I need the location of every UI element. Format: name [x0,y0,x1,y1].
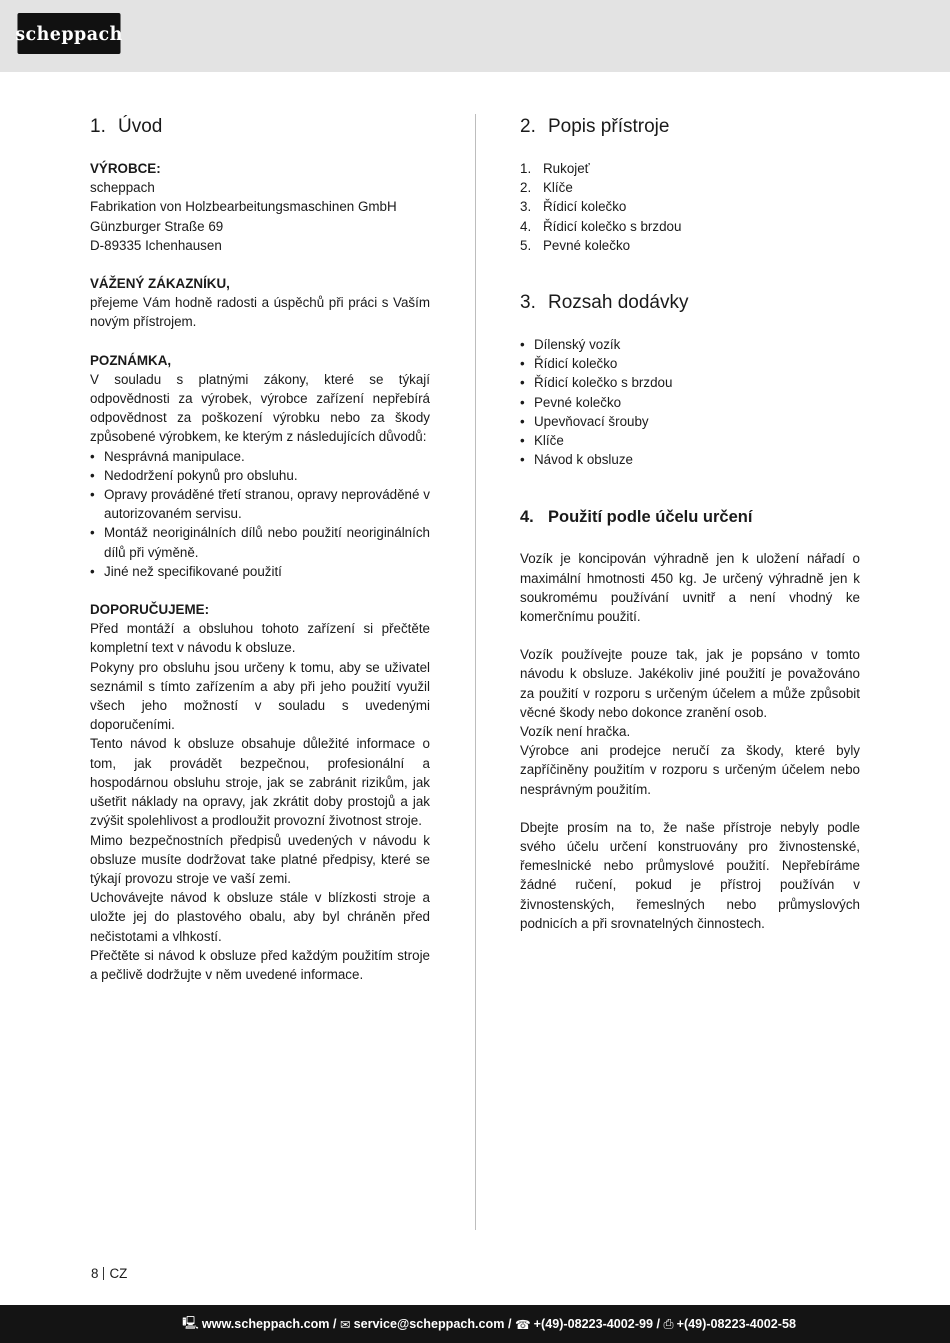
footer-email[interactable]: service@scheppach.com [353,1317,505,1331]
section-title-description [520,113,860,141]
list-item: 4. Řídicí kolečko s brzdou [520,218,682,234]
list-item: • Řídicí kolečko s brzdou [520,375,673,391]
section-title-intro [90,113,430,141]
section-title-text: Použití podle účelu určení [548,508,753,527]
list-item: • Klíče [520,433,564,449]
use-paragraph: Vozík není hračka. [520,724,631,740]
page-language: CZ [109,1266,128,1281]
use-paragraph: Dbejte prosím na to, že naše přístroje nebyly podle svého účelu určení konstruovány pro živnostenské, řemeslnické nebo průmyslové použití. Nepřebíráme žádné ručení, pokud je přístroj používán v živnostenských, řemeslných nebo průmyslových podnicích a při srovnatelných činnostech. [520,819,860,931]
list-item: 2. Klíče [520,180,573,196]
recommend-paragraph: Tento návod k obsluze obsahuje důležité informace o tom, jak provádět bezpečnou, profesionální a hospodárnou obsluhu stroje, jak se zabránit rizikům, jak ušetřit náklady na opravy, jak zkrátit doby prostojů a jak zvýšit spolehlivost a prodloužit provozní životnost stroje. [90,736,430,829]
footer-website[interactable]: www.scheppach.com [201,1317,330,1331]
customer-text: přejeme Vám hodně radosti a úspěchů při práci s Vaším novým přístrojem. [90,295,430,330]
list-item: 5. Pevné kolečko [520,237,631,253]
list-item: • Pevné kolečko [520,394,622,410]
manufacturer-line: Günzburger Straße 69 [90,218,224,234]
note-bullet-list [90,447,430,581]
list-item: • Dílenský vozík [520,337,621,353]
recommend-paragraph: Přečtěte si návod k obsluze před každým použitím stroje a pečlivě dodržujte v něm uvedené informace. [90,947,430,982]
fax-icon: ⎙ [663,1316,674,1331]
header-band [0,0,950,72]
scope-list [520,335,860,469]
manufacturer-line: scheppach [90,180,155,196]
recommend-paragraph: Pokyny pro obsluhu jsou určeny k tomu, aby se uživatel seznámil s tímto zařízením a aby při jeho použití využil všech jeho možností v souladu s uvedenými doporučeními. [90,659,430,733]
list-item: • Nedodržení pokynů pro obsluhu. [90,467,298,483]
page-number [91,1266,127,1281]
computer-icon: 🖳 [182,1315,199,1330]
scheppach-logo: scheppach [17,13,120,54]
recommend-paragraph: Mimo bezpečnostních předpisů uvedených v návodu k obsluze musíte dodržovat take platné předpisy, které se týkají provozu stroje ve vaší zemi. [90,832,430,886]
section-number: 1. [90,116,106,137]
section-title-text: Úvod [118,116,163,137]
right-column [520,113,860,933]
phone-icon: ☎ [514,1317,531,1332]
footer-separator: / [504,1317,515,1331]
footer-band [0,1305,950,1343]
left-column [90,113,430,984]
list-item: 1. Rukojeť [520,161,590,176]
customer-heading: VÁŽENÝ ZÁKAZNÍKU, [90,276,230,292]
footer-separator: / [653,1317,664,1331]
section-title-text: Rozsah dodávky [548,292,689,314]
section-number: 2. [520,116,536,137]
recommend-paragraph: Před montáží a obsluhou tohoto zařízení si přečtěte kompletní text v návodu k obsluze. [90,621,430,656]
list-item: • Řídicí kolečko [520,356,618,372]
recommend-heading: DOPORUČUJEME: [90,602,210,618]
section-title-text: Popis přístroje [548,116,670,137]
list-item: • Nesprávná manipulace. [90,448,245,464]
column-divider [475,114,476,1230]
section-title-scope [520,289,860,317]
manufacturer-heading: VÝROBCE: [90,161,161,176]
list-item: • Opravy prováděné třetí stranou, opravy neprováděné v autorizovaném servisu. [90,487,430,522]
note-text: V souladu s platnými zákony, které se týkají odpovědnosti za výrobek, výrobce zařízení nepřebírá odpovědnost za poškození výrobku nebo za škody způsobené výrobkem, ke kterým z následujících důvodů: [90,371,430,445]
manufacturer-line: Fabrikation von Holzbearbeitungsmaschinen GmbH [90,199,397,215]
manufacturer-line: D-89335 Ichenhausen [90,237,222,253]
list-item: 3. Řídicí kolečko [520,199,627,215]
section-number: 3. [520,292,536,314]
use-paragraph: Vozík je koncipován výhradně jen k uložení nářadí o maximální hmotnosti 450 kg. Je určený výhradně jen k soukromému používání uvnitř a není vhodný ke komerčnímu použití. [520,551,860,625]
footer-phone: +(49)-08223-4002-99 [533,1317,654,1331]
page-number-value: 8 [91,1266,99,1281]
footer-fax: +(49)-08223-4002-58 [676,1317,796,1331]
list-item: • Návod k obsluze [520,452,633,468]
parts-list [520,159,860,255]
section-number: 4. [520,508,534,527]
section-title-intended-use [520,503,860,531]
footer-separator: / [329,1317,340,1331]
email-icon: ✉ [340,1317,351,1332]
list-item: • Upevňovací šrouby [520,413,649,429]
use-paragraph: Výrobce ani prodejce neručí za škody, které byly zapříčiněny použitím v rozporu s určeným účelem nebo nesprávným použitím. [520,743,860,797]
list-item: • Jiné než specifikované použití [90,563,282,579]
recommend-paragraph: Uchovávejte návod k obsluze stále v blízkosti stroje a uložte jej do plastového obalu, aby byl chráněn před nečistotami a vlhkostí. [90,890,430,944]
use-paragraph: Vozík používejte pouze tak, jak je popsáno v tomto návodu k obsluze. Jakékoliv jiné použití je považováno za použití v rozporu s určeným účelem a může způsobit věcné škody nebo dokonce zranění osob. [520,647,860,720]
note-heading: POZNÁMKA, [90,352,172,368]
list-item: • Montáž neoriginálních dílů nebo použití neoriginálních dílů při výměně. [90,525,430,560]
